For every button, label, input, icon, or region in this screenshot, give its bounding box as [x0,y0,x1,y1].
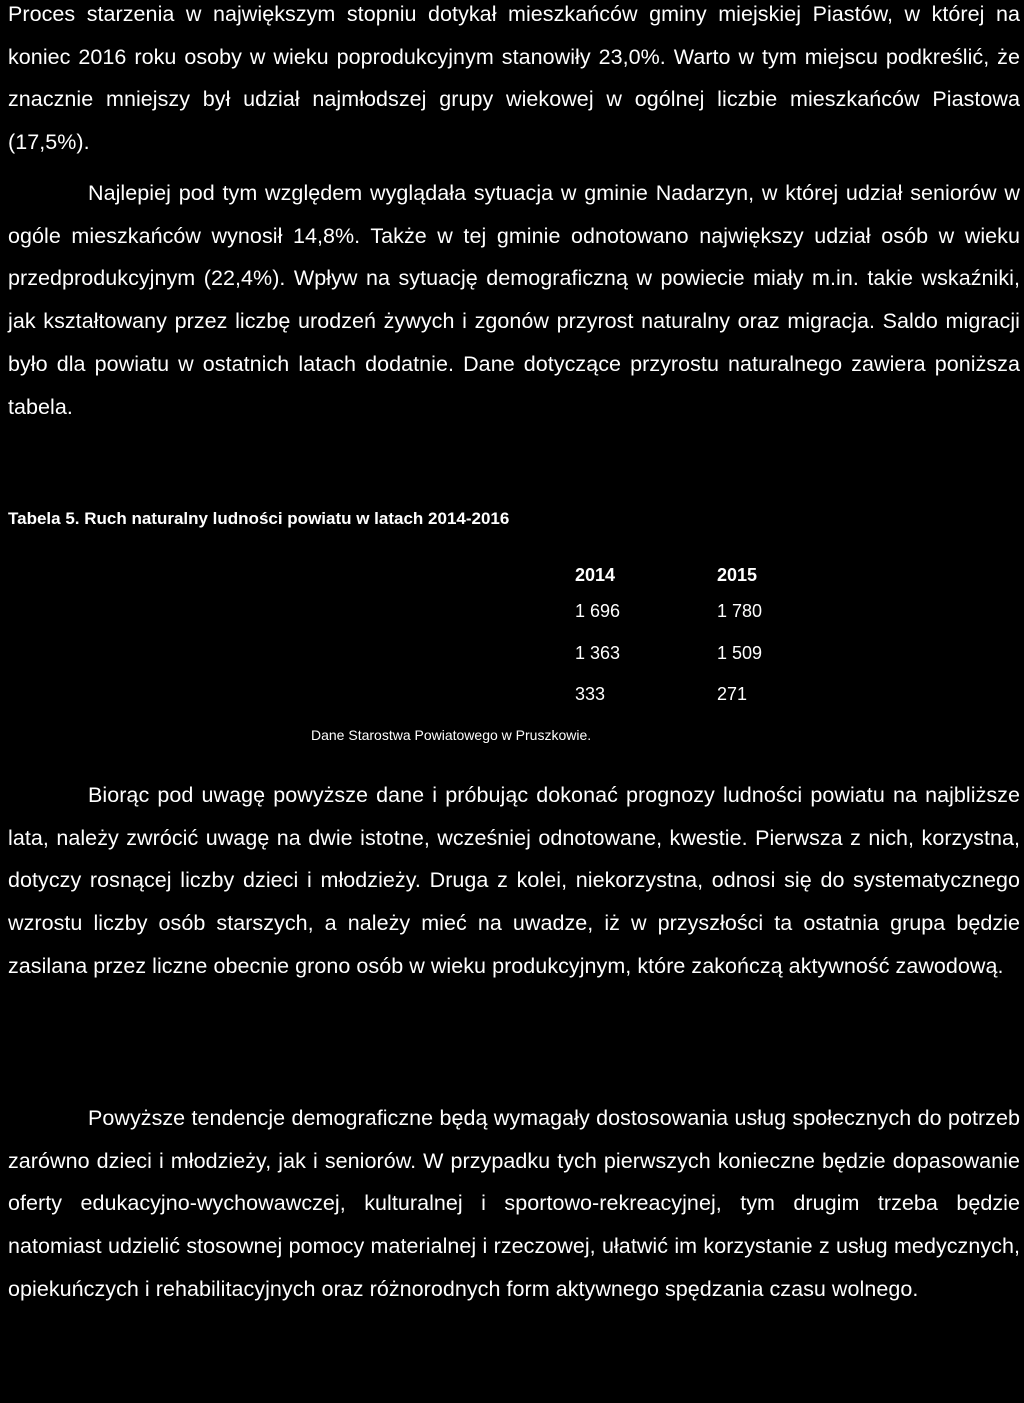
table-cell: 1 780 [717,601,763,621]
table-cell: 1 509 [717,643,763,663]
table-cell: 1 363 [575,643,621,663]
paragraph-nadarzyn-demography: Najlepiej pod tym względem wyglądała sytuacja w gminie Nadarzyn, w której udział seniorów w ogóle mieszkańców wynosił 14,8%. Także w tej gminie odnotowano największy udział osób w wieku przedprodukcyjnym (22,4%). Wpływ na sytuację demograficzną w powiecie miały m.in. takie wskaźniki, jak kształtowany przez liczbę urodzeń żywych i zgonów przyrost naturalny oraz migracja. Saldo migracji było dla powiatu w ostatnich latach dodatnie. Dane dotyczące przyrostu naturalnego zawiera poniższa tabela. [8,181,1020,419]
table-header-2015: 2015 [717,565,758,585]
table-cell: 1 696 [575,601,621,621]
table-header-2014: 2014 [575,565,616,585]
table-source-note: Dane Starostwa Powiatowego w Pruszkowie. [311,727,592,743]
table-caption: Tabela 5. Ruch naturalny ludności powiatu w latach 2014-2016 [8,509,510,528]
table-cell: 271 [717,684,748,704]
table-cell: 333 [575,684,606,704]
paragraph-social-services: Powyższe tendencje demograficzne będą wymagały dostosowania usług społecznych do potrzeb zarówno dzieci i młodzieży, jak i seniorów. W przypadku tych pierwszych konieczne będzie dopasowanie oferty edukacyjno-wychowawczej, kulturalnej i sportowo-rekreacyjnej, tym drugim trzeba będzie natomiast udzielić stosownej pomocy materialnej i rzeczowej, ułatwić im korzystanie z usług medycznych, opiekuńczych i rehabilitacyjnych oraz różnorodnych form aktywnego spędzania czasu wolnego. [8,1106,1020,1301]
paragraph-population-forecast: Biorąc pod uwagę powyższe dane i próbując dokonać prognozy ludności powiatu na najbliższe lata, należy zwrócić uwagę na dwie istotne, wcześniej odnotowane, kwestie. Pierwsza z nich, korzystna, dotyczy rosnącej liczby dzieci i młodzieży. Druga z kolei, niekorzystna, odnosi się do systematycznego wzrostu liczby osób starszych, a należy mieć na uwadze, iż w przyszłości ta ostatnia grupa będzie zasilana przez liczne obecnie grono osób w wieku produkcyjnym, które zakończą aktywność zawodową. [8,783,1020,978]
paragraph-ageing-piastow: Proces starzenia w największym stopniu dotykał mieszkańców gminy miejskiej Piastów, w której na koniec 2016 roku osoby w wieku poprodukcyjnym stanowiły 23,0%. Warto w tym miejscu podkreślić, że znacznie mniejszy był udział najmłodszej grupy wiekowej w ogólnej liczbie mieszkańców Piastowa (17,5%). [8,2,1020,155]
